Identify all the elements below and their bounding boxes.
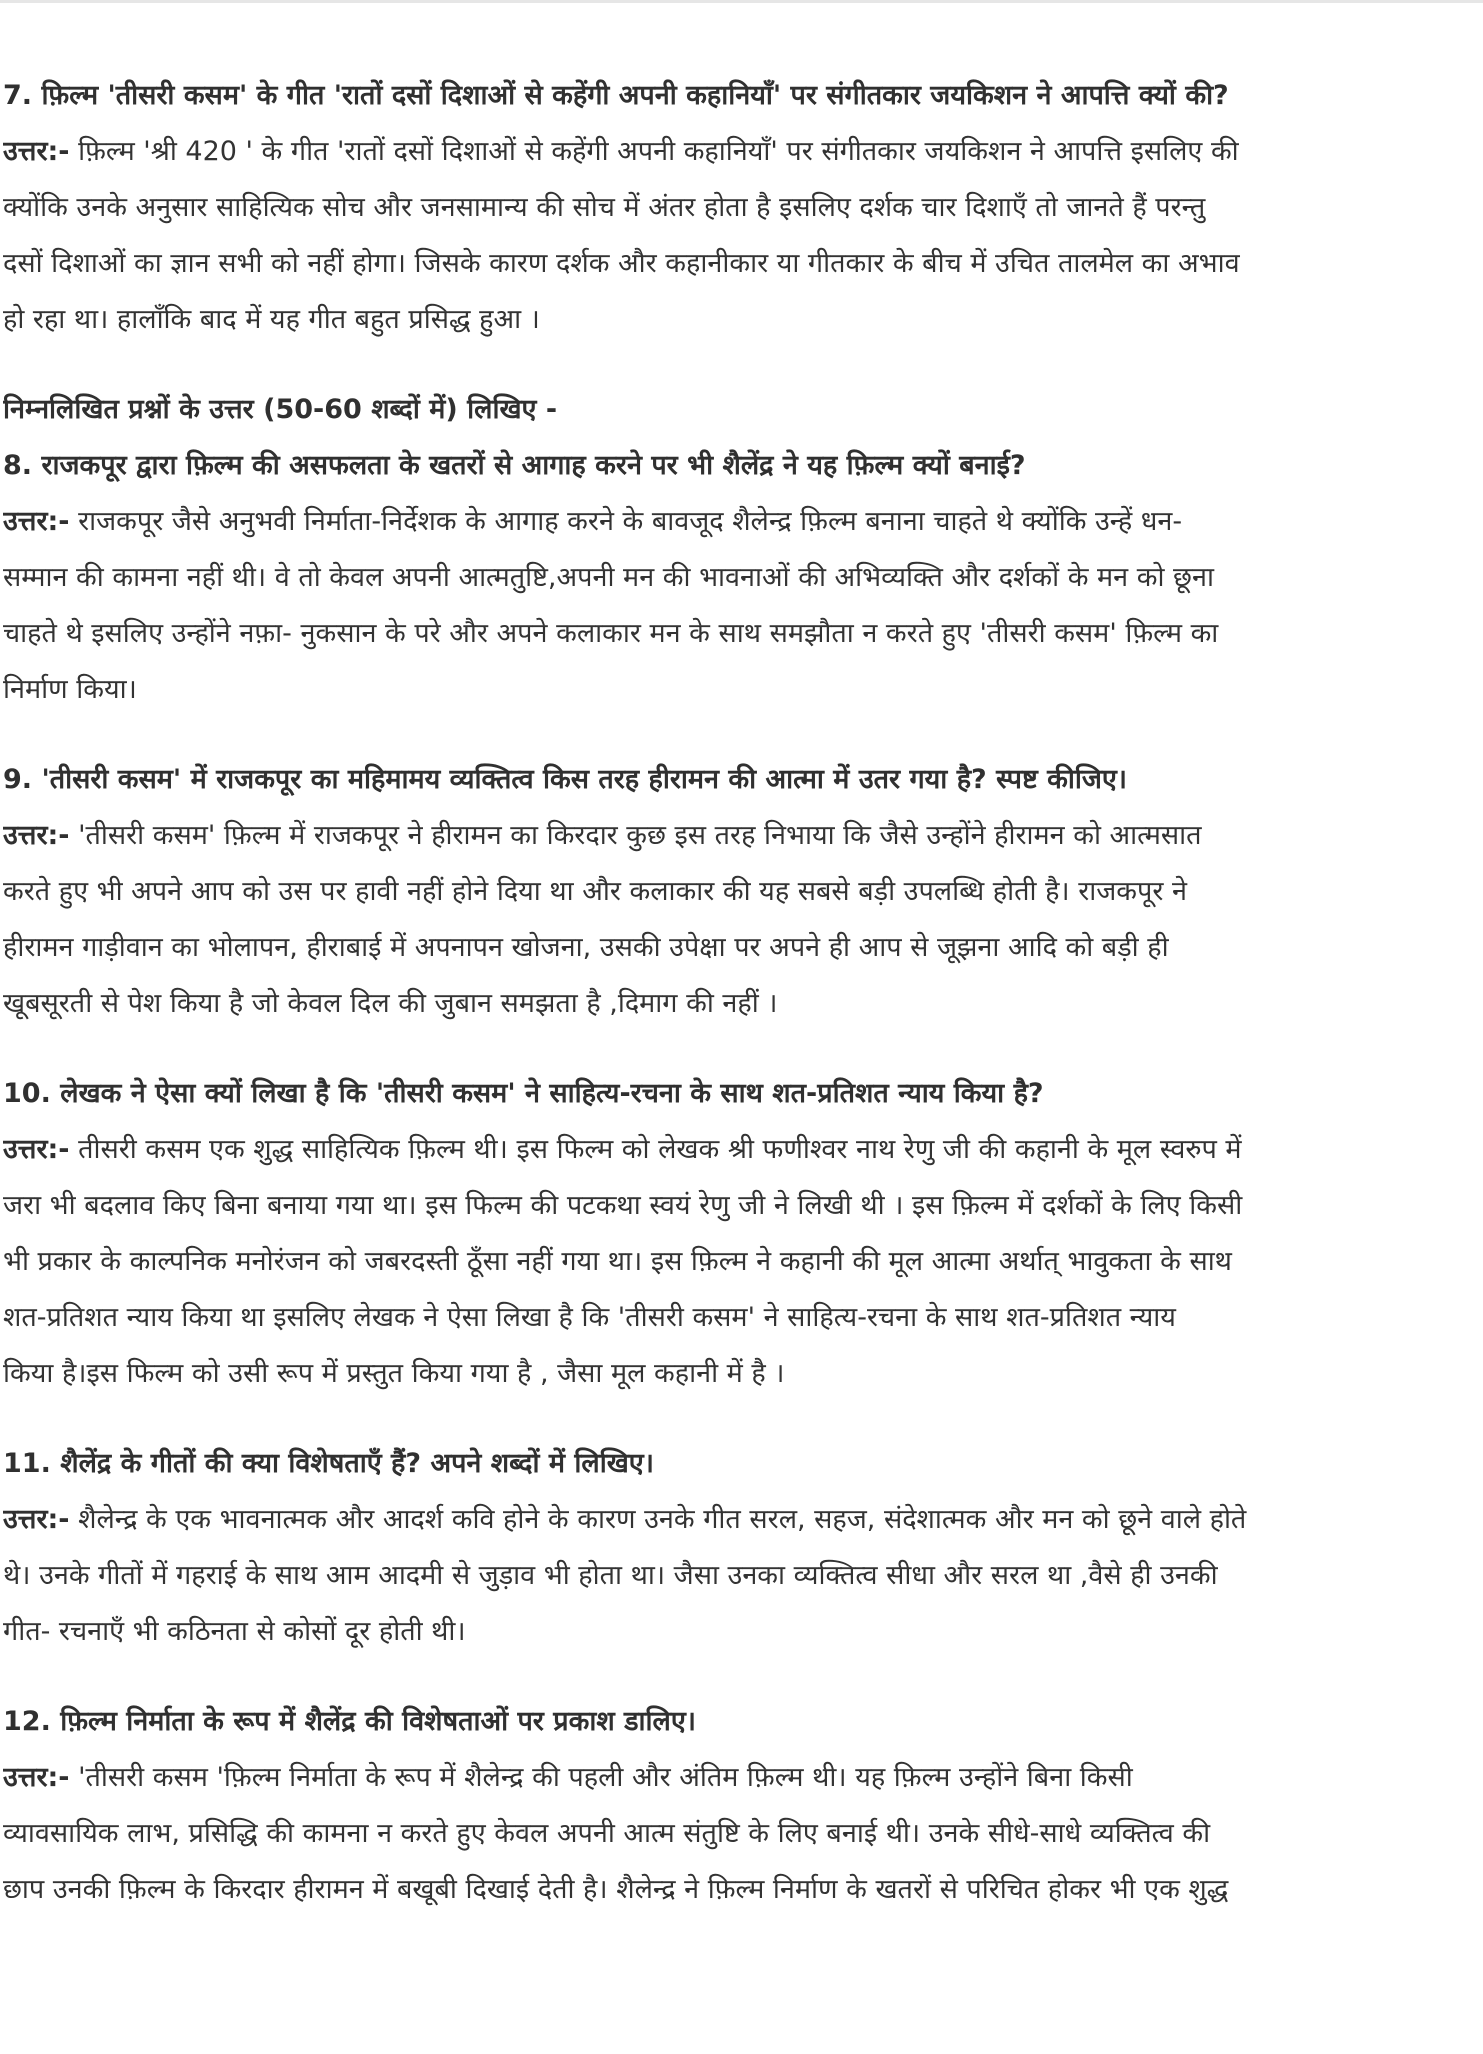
answer-label: उत्तर:- — [3, 1134, 70, 1165]
question-block-9 — [3, 752, 1475, 1032]
answer-7-line-2: क्योंकि उनके अनुसार साहित्यिक सोच और जनसामान्य की सोच में अंतर होता है इसलिए दर्शक चार दिशाएँ तो जानते हैं परन्तु — [3, 192, 1206, 223]
answer-text: 'तीसरी कसम' फ़िल्म में राजकपूर ने हीरामन का किरदार कुछ इस तरह निभाया कि जैसे उन्होंने हीरामन को आत्मसात — [69, 820, 1202, 851]
answer-10-line-4: शत-प्रतिशत न्याय किया था इसलिए लेखक ने ऐसा लिखा है कि 'तीसरी कसम' ने साहित्य-रचना के साथ शत-प्रतिशत न्याय — [3, 1302, 1176, 1333]
question-block-8 — [3, 382, 1475, 718]
answer-label: उत्तर:- — [3, 1762, 70, 1793]
answer-10-line-3: भी प्रकार के काल्पनिक मनोरंजन को जबरदस्ती ठूँसा नहीं गया था। इस फ़िल्म ने कहानी की मूल आत्मा अर्थात् भावुकता के साथ — [3, 1246, 1232, 1277]
spacer — [3, 1660, 1475, 1694]
answer-11-line-2: थे। उनके गीतों में गहराई के साथ आम आदमी से जुड़ाव भी होता था। जैसा उनका व्यक्तित्व सीधा और सरल था ,वैसे ही उनकी — [3, 1560, 1218, 1591]
spacer — [3, 348, 1475, 382]
question-12: 12. फ़िल्म निर्माता के रूप में शैलेंद्र की विशेषताओं पर प्रकाश डालिए। — [3, 1706, 696, 1737]
answer-text: शैलेन्द्र के एक भावनात्मक और आदर्श कवि होने के कारण उनके गीत सरल, सहज, संदेशात्मक और मन को छूने वाले होते — [69, 1504, 1247, 1535]
answer-10-line-1 — [3, 1122, 1475, 1178]
answer-10-line-5: किया है।इस फिल्म को उसी रूप में प्रस्तुत किया गया है , जैसा मूल कहानी में है । — [3, 1358, 785, 1389]
answer-label: उत्तर:- — [3, 820, 70, 851]
answer-text: 'तीसरी कसम 'फ़िल्म निर्माता के रूप में शैलेन्द्र की पहली और अंतिम फ़िल्म थी। यह फ़िल्म उन्होंने बिना किसी — [69, 1762, 1133, 1793]
answer-label: उत्तर:- — [3, 506, 70, 537]
question-7: 7. फ़िल्म 'तीसरी कसम' के गीत 'रातों दसों दिशाओं से कहेंगी अपनी कहानियाँ' पर संगीतकार जयकिशन ने आपत्ति क्यों की? — [3, 80, 1229, 111]
spacer — [3, 1032, 1475, 1066]
answer-10-line-2: जरा भी बदलाव किए बिना बनाया गया था। इस फिल्म की पटकथा स्वयं रेणु जी ने लिखी थी । इस फ़िल्म में दर्शकों के लिए किसी — [3, 1190, 1243, 1221]
answer-9-line-3: हीरामन गाड़ीवान का भोलापन, हीराबाई में अपनापन खोजना, उसकी उपेक्षा पर अपने ही आप से जूझना आदि को बड़ी ही — [3, 932, 1169, 963]
question-block-12 — [3, 1694, 1475, 1918]
answer-9-line-1 — [3, 808, 1475, 864]
answer-8-line-4: निर्माण किया। — [3, 674, 137, 705]
answer-9-line-4: खूबसूरती से पेश किया है जो केवल दिल की जुबान समझता है ,दिमाग की नहीं । — [3, 988, 778, 1019]
answer-12-line-3: छाप उनकी फ़िल्म के किरदार हीरामन में बखूबी दिखाई देती है। शैलेन्द्र ने फ़िल्म निर्माण के खतरों से परिचित होकर भी एक शुद्ध — [3, 1874, 1229, 1905]
answer-7-line-1 — [3, 124, 1475, 180]
answer-12-line-1 — [3, 1750, 1475, 1806]
answer-label: उत्तर:- — [3, 136, 70, 167]
answer-label: उत्तर:- — [3, 1504, 70, 1535]
answer-8-line-3: चाहते थे इसलिए उन्होंने नफ़ा- नुकसान के परे और अपने कलाकार मन के साथ समझौता न करते हुए 'तीसरी कसम' फ़िल्म का — [3, 618, 1219, 649]
question-10: 10. लेखक ने ऐसा क्यों लिखा है कि 'तीसरी कसम' ने साहित्य-रचना के साथ शत-प्रतिशत न्याय किया है? — [3, 1078, 1044, 1109]
spacer — [3, 718, 1475, 752]
answer-7-line-3: दसों दिशाओं का ज्ञान सभी को नहीं होगा। जिसके कारण दर्शक और कहानीकार या गीतकार के बीच में उचित तालमेल का अभाव — [3, 248, 1240, 279]
question-block-10 — [3, 1066, 1475, 1402]
top-divider — [0, 0, 1483, 3]
answer-8-line-2: सम्मान की कामना नहीं थी। वे तो केवल अपनी आत्मतुष्टि,अपनी मन की भावनाओं की अभिव्यक्ति और दर्शकों के मन को छूना — [3, 562, 1214, 593]
answer-7-line-4: हो रहा था। हालाँकि बाद में यह गीत बहुत प्रसिद्ध हुआ । — [3, 304, 540, 335]
answer-8-line-1 — [3, 494, 1475, 550]
answer-9-line-2: करते हुए भी अपने आप को उस पर हावी नहीं होने दिया था और कलाकार की यह सबसे बड़ी उपलब्धि होती है। राजकपूर ने — [3, 876, 1187, 907]
answer-11-line-1 — [3, 1492, 1475, 1548]
answer-text: राजकपूर जैसे अनुभवी निर्माता-निर्देशक के आगाह करने के बावजूद शैलेन्द्र फ़िल्म बनाना चाहते थे क्योंकि उन्हें धन- — [69, 506, 1183, 537]
question-8: 8. राजकपूर द्वारा फ़िल्म की असफलता के खतरों से आगाह करने पर भी शैलेंद्र ने यह फ़िल्म क्यों बनाई? — [3, 450, 1026, 481]
answer-12-line-2: व्यावसायिक लाभ, प्रसिद्धि की कामना न करते हुए केवल अपनी आत्म संतुष्टि के लिए बनाई थी। उनके सीधे-साधे व्यक्तित्व की — [3, 1818, 1211, 1849]
answer-text: तीसरी कसम एक शुद्ध साहित्यिक फ़िल्म थी। इस फिल्म को लेखक श्री फणीश्वर नाथ रेणु जी की कहानी के मूल स्वरुप में — [69, 1134, 1242, 1165]
document-page — [3, 68, 1475, 1918]
section-heading: निम्नलिखित प्रश्नों के उत्तर (50-60 शब्दों में) लिखिए - — [3, 394, 558, 425]
question-block-7 — [3, 68, 1475, 348]
question-11: 11. शैलेंद्र के गीतों की क्या विशेषताएँ हैं? अपने शब्दों में लिखिए। — [3, 1448, 654, 1479]
question-block-11 — [3, 1436, 1475, 1660]
question-9: 9. 'तीसरी कसम' में राजकपूर का महिमामय व्यक्तित्व किस तरह हीरामन की आत्मा में उतर गया है? स्पष्ट कीजिए। — [3, 764, 1128, 795]
spacer — [3, 1402, 1475, 1436]
answer-text: फ़िल्म 'श्री 420 ' के गीत 'रातों दसों दिशाओं से कहेंगी अपनी कहानियाँ' पर संगीतकार जयकिशन ने आपत्ति इसलिए की — [69, 136, 1239, 167]
answer-11-line-3: गीत- रचनाएँ भी कठिनता से कोसों दूर होती थी। — [3, 1616, 466, 1647]
